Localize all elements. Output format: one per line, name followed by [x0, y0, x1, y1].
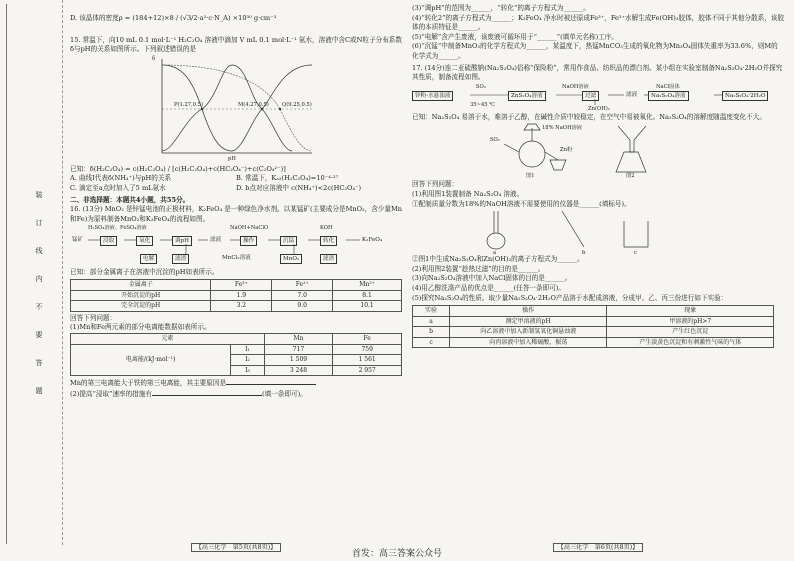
fig1-so2-label: SO₂ [490, 137, 500, 144]
binding-char: 要 [35, 331, 43, 339]
q16-part2 [70, 389, 402, 400]
q17-part4: (4)用乙醇洗涤产品的优点是______(任答一条即可)。 [412, 283, 565, 292]
ph-table-header: 金属离子 [71, 279, 211, 290]
table-cell: I₁ [231, 344, 264, 355]
ph-table-header: Mn²⁺ [333, 279, 402, 290]
q16-part3: (3)“调pH”的范围为______，“转化”的离子方程式为______。 [412, 4, 590, 12]
fig1-caption: 图1 [526, 173, 535, 180]
flow2-naoh: NaOH溶液 [562, 83, 589, 90]
binding-char: 题 [35, 387, 43, 395]
ion-table-label: 电离能/(kJ·mol⁻¹) [71, 344, 231, 376]
graph-point-q: Q(9.25,0.5) [282, 101, 312, 108]
table-row [71, 344, 402, 355]
binding-char: 订 [35, 219, 43, 227]
table-cell: 测定甲溶液的pH [450, 316, 607, 327]
table-cell: 完全沉淀的pH [71, 301, 211, 312]
table-row [413, 316, 774, 327]
flow2-zinc: 锌粉-水悬浊液 [412, 91, 453, 101]
table-cell: b [413, 327, 450, 338]
instrument-c-label: c [634, 250, 637, 257]
ion-table-header: Mn [264, 333, 333, 344]
table-cell: 3 248 [264, 365, 333, 376]
answer-prompt: 回答下列问题： [70, 313, 117, 322]
flow-precipitate-mn: 沉锰 [280, 236, 297, 246]
table-row [71, 290, 402, 301]
fig1-naoh-label: 18% NaOH溶液 [542, 125, 582, 132]
q16-part5: (5)“电解”含产生废液，该废液可循环用于“______”(填单元名称)工序。 [412, 32, 618, 41]
ion-table-header: 元素 [71, 333, 265, 344]
table-cell: 10.1 [333, 301, 402, 312]
table-cell: 717 [264, 344, 333, 355]
table-cell: a [413, 316, 450, 327]
flow-transform: 转化 [320, 236, 337, 246]
table-row [71, 301, 402, 312]
q15-stem: 15. 常温下，向10 mL 0.1 mol·L⁻¹ H₂C₂O₄ 溶液中滴加 V mL 0.1 mol·L⁻¹ 氨水，溶液中含C或N粒子分布系数δ与pH的关系如图所示。下列叙述错误的是 [70, 35, 402, 54]
ionization-table [70, 333, 402, 376]
q14-option-d: D. 该晶体的密度ρ = (184+12)×8 / (√3/2·a²·c·N_A) ×10³⁰ g·cm⁻³ [70, 14, 277, 22]
instrument-a-label: a [493, 250, 497, 257]
table-cell: 向丙溶液中加入稀硫酸，振荡 [450, 337, 607, 348]
q15-option-a: A. 曲线Ⅰ代表δ(NH₄⁺)与pH的关系 [70, 174, 172, 183]
graph-x-label: pH [228, 155, 236, 162]
q15-options [70, 174, 402, 193]
ph-table [70, 279, 402, 312]
table-cell: 1 561 [333, 355, 402, 366]
apparatus-figures [412, 122, 784, 180]
table-cell: 1.9 [211, 290, 272, 301]
ion-table-header: Fe [333, 333, 402, 344]
flow-label-acid: H₂SO₄溶液、FeSO₄溶液 [88, 225, 147, 232]
flow2-nacl: NaCl固体 [656, 83, 680, 90]
exp-table-header: 操作 [450, 306, 607, 317]
q17-part3: (3)向Na₂S₂O₄溶液中加入NaCl固体的目的是______。 [412, 274, 572, 283]
table-row [413, 337, 774, 348]
flow-label-naoh: NaOH+NaClO [230, 225, 269, 232]
graph-y-label: δ [152, 55, 156, 62]
q17-part5: (5)探究Na₂S₂O₄的性质。取少量Na₂S₂O₄·2H₂O产品溶于水配成溶液，分成甲、乙、丙三份进行如下实验： [412, 293, 728, 302]
q17-part1: (1)利用图1装置制备 Na₂S₂O₄ 溶液。 [412, 189, 524, 198]
flow2-so2: SO₂ [476, 83, 486, 90]
flow-adjust-ph: 调pH [172, 236, 192, 246]
binding-char: 答 [35, 359, 43, 367]
table-cell: 3.2 [211, 301, 272, 312]
q17-known: 已知：Na₂S₂O₄ 易溶于水，难溶于乙醇，在碱性介质中较稳定，在空气中易被氧化。Na₂S₂O₄的溶解度随温度变化不大。 [412, 112, 766, 121]
flow-product-k2feo4: K₂FeO₄ [362, 237, 383, 244]
answer-blank[interactable] [226, 378, 316, 385]
flow2-znoh2: Zn(OH)₂ [588, 105, 610, 112]
q16-part4: (4)“转化2”的离子方程式为______；K₂FeO₄ 净水时被还原成Fe³⁺，Fe³⁺水解生成Fe(OH)₃胶体，胶体不同于其他分散系，该胶体的本质特征是______。 [412, 13, 784, 32]
q15-definition: 已知：δ(H₂C₂O₄) = c(H₂C₂O₄) / [c(H₂C₂O₄)+c(HC₂O₄⁻)+c(C₂O₄²⁻)] [70, 164, 286, 173]
flow-leach: 浸取 [100, 236, 117, 246]
q16-stem: 16. (13分) MnO₂ 是锌锰电池的正极材料，K₂FeO₄ 是一种绿色净水剂。以某锰矿(主要成分是MnO₂，含少量Mn和Fe)为原料制备MnO₂和K₂FeO₄的流程如图。 [70, 205, 402, 223]
flow2-temp: 35~45 ℃ [470, 101, 496, 108]
q17-part1b: ②图1中生成Na₂S₂O₄和Zn(OH)₂的离子方程式为______。 [412, 255, 584, 264]
exp-table-header: 现象 [607, 306, 774, 317]
left-page [70, 0, 402, 552]
q16-part1b [70, 378, 402, 389]
experiment-table [412, 305, 774, 348]
q15-option-c: C. 滴定至a点时加入了5 mL氨水 [70, 183, 166, 192]
right-page-number: 【高三化学 第6页(共8页)】 [553, 543, 644, 552]
q16-part2-text: (2)提高“浸取”速率的措施有 [70, 389, 153, 398]
flow-mncl2: MnCl₂溶液 [222, 255, 251, 262]
table-cell: 759 [333, 344, 402, 355]
q16-part1: (1)Mn和Fe两元素的部分电离能数据如表所示。 [70, 323, 211, 332]
table-cell: c [413, 337, 450, 348]
ph-table-header: Fe²⁺ [272, 279, 333, 290]
q15-option-d: D. b点对应溶液中 c(NH₄⁺)<2c(HC₂O₄⁻) [236, 183, 362, 192]
distribution-graph [70, 55, 402, 165]
fig2-caption: 图2 [626, 173, 635, 180]
flow-electrolysis: 电解 [140, 254, 157, 264]
binding-char: 不 [35, 303, 43, 311]
q15-option-b: B. 常温下，Kₐ₂(H₂C₂O₄)=10⁻⁴·²⁷ [236, 174, 339, 183]
flow2-filtrate: 滤液 [626, 91, 638, 98]
table-row [413, 327, 774, 338]
flow-product-mno2: MnO₂ [280, 254, 302, 264]
q16-flowchart [70, 224, 402, 268]
answer-blank[interactable] [152, 389, 262, 396]
flow-oxidize: 氧化 [136, 236, 153, 246]
table-cell: 产生淡黄色沉淀和有刺激性气味的气体 [607, 337, 774, 348]
left-page-number: 【高三化学 第5页(共8页)】 [191, 543, 282, 552]
flow2-zns2o4: ZnS₂O₄溶液 [508, 91, 546, 101]
q17-stem: 17. (14分)连二亚硫酸钠(Na₂S₂O₄)俗称“保险粉”，常用作食品、纺织品的漂白剂。某小组在实验室制备Na₂S₂O₄·2H₂O并探究其性质，制备流程如图。 [412, 63, 783, 82]
instruments-figure [412, 209, 784, 255]
flow2-filter: 过滤 [582, 91, 599, 101]
table-cell: 向乙溶液中加入新制氢氧化铜悬浊液 [450, 327, 607, 338]
answer-prompt: 回答下列问题： [412, 180, 459, 189]
q16-part6: (6)“沉锰”中制备MnO₂的化学方程式为______，某温度下，热锰MnCO₃生成的氧化物为Mn₃O₄固体失重率为33.6%，则M的化学式为______。 [412, 42, 778, 60]
table-cell: I₂ [231, 355, 264, 366]
right-page [412, 0, 784, 552]
graph-point-m: M(4.27,0.5) [238, 101, 269, 108]
flow2-product: Na₂S₂O₄·2H₂O [722, 91, 768, 101]
flow-operation: 操作 [240, 236, 257, 246]
q16-part2-suffix: (填一条即可)。 [262, 389, 307, 398]
flow-filtrate: 滤液 [210, 237, 222, 244]
graph-point-p: P(1.27,0.5) [174, 101, 203, 108]
binding-char: 线 [35, 247, 43, 255]
table1-title: 已知：部分金属离子在溶液中沉淀的pH如表所示。 [70, 268, 219, 277]
q17-flowchart [412, 83, 784, 113]
flow-residue-2: 滤渣 [320, 254, 337, 264]
flow-label-koh: KOH [320, 225, 333, 232]
flow2-na2s2o4-solution: Na₂S₂O₄溶液 [648, 91, 689, 101]
ph-table-header: Fe³⁺ [211, 279, 272, 290]
binding-char: 装 [35, 191, 43, 199]
fig1-zn-label: Zn粉 [560, 147, 573, 154]
q17-part2: (2)利用图2装置“趁热过滤”的目的是______。 [412, 264, 545, 273]
table-cell: 1 509 [264, 355, 333, 366]
binding-char: 内 [35, 275, 43, 283]
table-cell: 2 957 [333, 365, 402, 376]
table-cell: 甲溶液的pH>7 [607, 316, 774, 327]
publisher-credit: 首发：高三答案公众号 [351, 549, 442, 559]
table-cell: 9.0 [272, 301, 333, 312]
flow-residue: 滤渣 [172, 254, 189, 264]
exp-table-header: 实验 [413, 306, 450, 317]
binding-margin [0, 0, 63, 545]
table-cell: 7.0 [272, 290, 333, 301]
instrument-b-label: b [582, 250, 586, 257]
table-cell: 8.1 [333, 290, 402, 301]
section-2-title: 二、非选择题：本题共4小题，共55分。 [70, 195, 190, 204]
binding-line [6, 4, 7, 544]
q17-part1a: ①配制质量分数为18%的NaOH溶液不需要使用的仪器是______(填标号)。 [412, 199, 631, 208]
table-cell: I₃ [231, 365, 264, 376]
table-cell: 产生红色沉淀 [607, 327, 774, 338]
table-cell: 开始沉淀的pH [71, 290, 211, 301]
flow-ore: 锰矿 [72, 237, 84, 244]
q16-part1b-text: Mn的第三电离能大于铁的第三电离能，其主要原因是 [70, 379, 227, 388]
